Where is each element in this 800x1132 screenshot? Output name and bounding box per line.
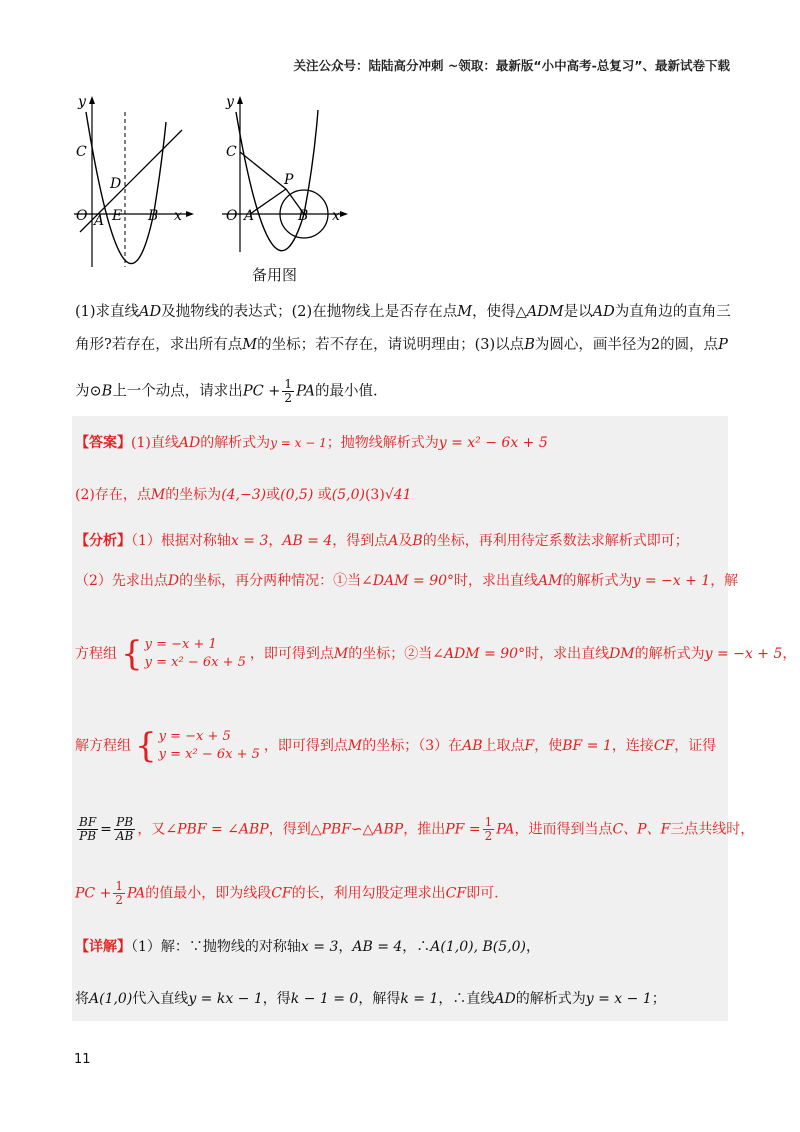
detail-line-2: 将A(1,0)代入直线y = kx − 1，得k − 1 = 0，解得k = 1，∴直线AD的解析式为y = x − 1； bbox=[75, 991, 666, 1007]
label-b: B bbox=[148, 208, 159, 224]
figure-caption: 备用图 bbox=[252, 266, 298, 284]
label-c: C bbox=[76, 144, 87, 160]
parabola bbox=[86, 112, 166, 264]
answer-panel bbox=[72, 416, 728, 1021]
answer-line-2: (2)存在，点M的坐标为(4,−3)或(0,5) 或(5,0)(3)√41 bbox=[75, 487, 412, 503]
label-d: D bbox=[110, 176, 122, 192]
analysis-line-5: $\frac{BF}{PB}$ = $\frac{PB}{AB}$ ，又∠PBF = ∠ABP，得到△PBF∽△ABP，推出PF = $\frac{1}{2}$ PA，进而得到当点C、P、F三点共线时， bbox=[79, 815, 755, 843]
analysis-line-3: 方程组 { y = −x + 1 y = x² − 6x + 5 ，即可得到点M的坐标；②当∠ADM = 90°时，求出直线DM的解析式为y = −x + 5， bbox=[75, 634, 797, 674]
question-line-1: (1)求直线AD及抛物线的表达式；(2)在抛物线上是否存在点M，使得△ADM是以AD为直角边的直角三 bbox=[75, 304, 731, 320]
analysis-line-2: （2）先求出点D的坐标，再分两种情况：①当∠DAM = 90°时，求出直线AM的解析式为y = −x + 1，解 bbox=[75, 573, 739, 589]
answer-line-1: 【答案】(1)直线AD的解析式为y = x − 1；抛物线解析式为y = x² − 6x + 5 bbox=[75, 435, 548, 451]
label-e: E bbox=[112, 208, 123, 224]
label-y: y bbox=[78, 94, 86, 110]
analysis-line-1: 【分析】（1）根据对称轴x = 3，AB = 4，得到点A及B的坐标，再利用待定系数法求解析式即可； bbox=[75, 533, 689, 549]
parabola bbox=[236, 110, 318, 251]
label-y: y bbox=[226, 94, 234, 110]
header-note: 关注公众号：陆陆高分冲刺 ~领取：最新版“小中高考-总复习”、最新试卷下载 bbox=[293, 58, 730, 73]
figure-2-diagram bbox=[220, 92, 355, 257]
detail-line-1: 【详解】（1）解：∵抛物线的对称轴x = 3，AB = 4，∴A(1,0), B(5,0)， bbox=[75, 939, 540, 955]
label-x: x bbox=[332, 208, 340, 224]
figure-1-diagram bbox=[70, 92, 200, 277]
label-b: B bbox=[298, 208, 309, 224]
label-c: C bbox=[226, 144, 237, 160]
question-line-2: 角形?若存在，求出所有点M的坐标；若不存在，请说明理由；(3)以点B为圆心，画半径为2的圆，点P bbox=[75, 337, 728, 353]
label-o: O bbox=[226, 208, 238, 224]
question-line-3: 为⊙B上一个动点，请求出PC + $\frac{1}{2}$ PA的最小值. bbox=[75, 377, 378, 405]
label-p: P bbox=[284, 172, 294, 188]
analysis-line-4: 解方程组 { y = −x + 5 y = x² − 6x + 5 ，即可得到点M的坐标；（3）在AB上取点F，使BF = 1，连接CF，证得 bbox=[75, 726, 717, 766]
label-a: A bbox=[244, 208, 255, 224]
analysis-line-6: PC + $\frac{1}{2}$ PA的值最小，即为线段CF的长，利用勾股定理求出CF即可. bbox=[75, 879, 499, 907]
label-o: O bbox=[76, 208, 88, 224]
label-a: A bbox=[94, 213, 105, 229]
label-x: x bbox=[174, 208, 182, 224]
page-number: 11 bbox=[74, 1052, 91, 1067]
